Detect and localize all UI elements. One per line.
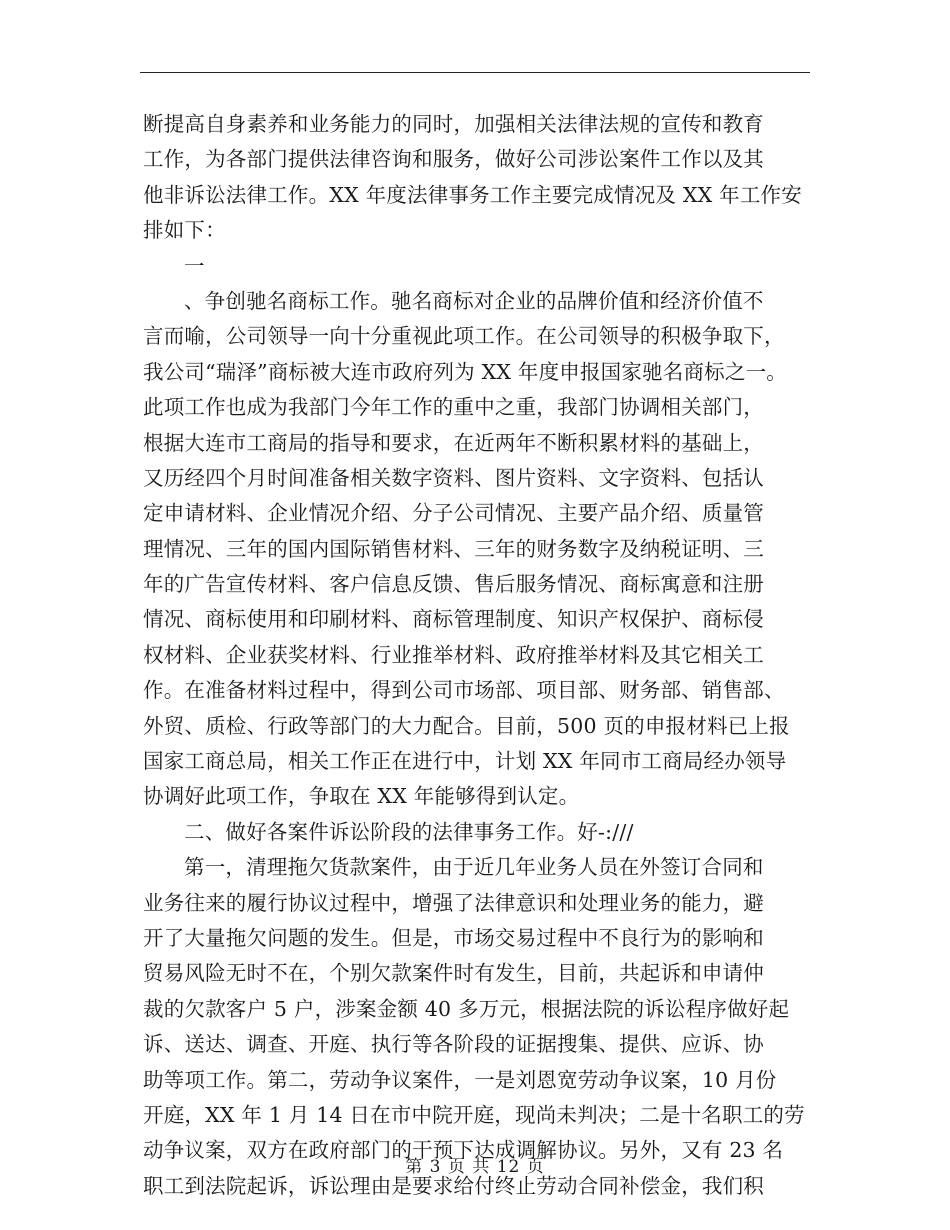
text-line: 诉、送达、调查、开庭、执行等各阶段的证据搜集、提供、应诉、协 [143, 1032, 764, 1057]
text-line: 第一，清理拖欠货款案件，由于近几年业务人员在外签订合同和 [184, 855, 764, 880]
text-line: 业务往来的履行协议过程中，增强了法律意识和处理业务的能力，避 [143, 890, 764, 915]
text-line: 国家工商总局，相关工作正在进行中，计划 XX 年同市工商局经办领导 [143, 749, 787, 774]
text-line: 此项工作也成为我部门今年工作的重中之重，我部门协调相关部门， [143, 395, 764, 420]
section-heading: 二、做好各案件诉讼阶段的法律事务工作。好-:/// [184, 819, 634, 844]
text-line: 断提高自身素养和业务能力的同时，加强相关法律法规的宣传和教育 [143, 112, 764, 136]
text-line: 我公司“瑞泽”商标被大连市政府列为 XX 年度申报国家驰名商标之一。 [143, 359, 787, 384]
text-line: 助等项工作。第二，劳动争议案件，一是刘恩宽劳动争议案，10 月份 [143, 1067, 777, 1092]
section-number: 一 [184, 253, 205, 278]
text-line: 年的广告宣传材料、客户信息反馈、售后服务情况、商标寓意和注册 [143, 572, 764, 597]
text-line: 言而喻，公司领导一向十分重视此项工作。在公司领导的积极争取下， [143, 324, 785, 349]
text-line: 贸易风险无时不在，个别欠款案件时有发生，目前，共起诉和申请仲 [143, 961, 764, 986]
text-line: 排如下： [143, 218, 226, 243]
document-body [143, 107, 823, 1204]
header-rule [140, 72, 810, 73]
text-line: 职工到法院起诉，诉讼理由是要求给付终止劳动合同补偿金，我们积 [143, 1173, 764, 1198]
text-line: 理情况、三年的国内国际销售材料、三年的财务数字及纳税证明、三 [143, 536, 764, 561]
text-line: 根据大连市工商局的指导和要求，在近两年不断积累材料的基础上， [143, 430, 764, 455]
text-line: 又历经四个月时间准备相关数字资料、图片资料、文字资料、包括认 [143, 465, 764, 490]
text-line: 、争创驰名商标工作。驰名商标对企业的品牌价值和经济价值不 [184, 288, 764, 313]
text-line: 权材料、企业获奖材料、行业推举材料、政府推举材料及其它相关工 [143, 642, 764, 667]
text-line: 开了大量拖欠问题的发生。但是，市场交易过程中不良行为的影响和 [143, 925, 764, 950]
text-line: 作。在准备材料过程中，得到公司市场部、项目部、财务部、销售部、 [143, 678, 785, 703]
text-line: 定申请材料、企业情况介绍、分子公司情况、主要产品介绍、质量管 [143, 501, 764, 526]
text-line: 工作，为各部门提供法律咨询和服务，做好公司涉讼案件工作以及其 [143, 147, 764, 172]
text-line: 他非诉讼法律工作。XX 年度法律事务工作主要完成情况及 XX 年工作安 [143, 182, 802, 207]
text-line: 开庭，XX 年 1 月 14 日在市中院开庭，现尚未判决；二是十名职工的劳 [143, 1102, 805, 1127]
text-line: 裁的欠款客户 5 户，涉案金额 40 多万元，根据法院的诉讼程序做好起 [143, 996, 790, 1021]
page-number: 第 3 页 共 12 页 [405, 1157, 545, 1177]
text-line: 外贸、质检、行政等部门的大力配合。目前，500 页的申报材料已上报 [143, 713, 790, 738]
text-line: 情况、商标使用和印刷材料、商标管理制度、知识产权保护、商标侵 [143, 607, 764, 632]
text-line: 动争议案，双方在政府部门的干预下达成调解协议。另外，又有 23 名 [143, 1138, 784, 1163]
text-line: 协调好此项工作，争取在 XX 年能够得到认定。 [143, 784, 580, 809]
